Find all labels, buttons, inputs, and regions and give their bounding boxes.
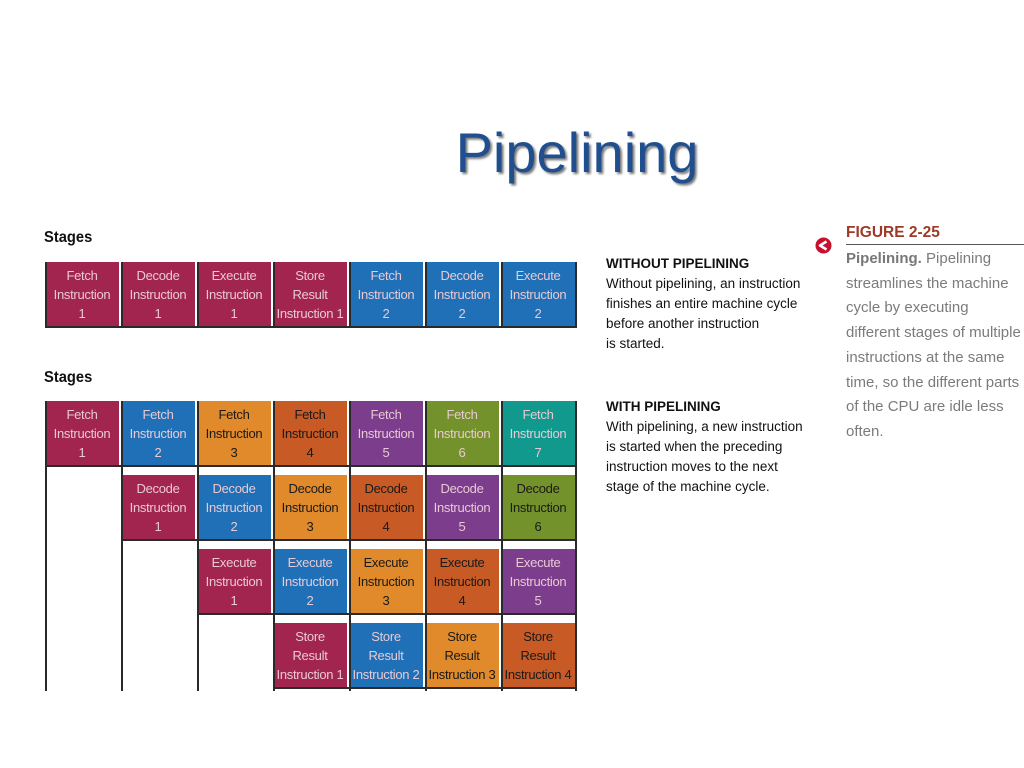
without-line: before another instruction (606, 316, 760, 331)
stage-cell: Execute Instruction 3 (349, 549, 425, 613)
with-pipelining-description (606, 397, 803, 497)
with-line: With pipelining, a new instruction (606, 419, 803, 434)
stage-cell: Decode Instruction 2 (197, 475, 273, 539)
stage-cell: Execute Instruction 2 (273, 549, 349, 613)
stages-label-with: Stages (44, 369, 93, 386)
grid-line (273, 262, 275, 328)
without-pipelining-description (606, 254, 800, 354)
without-line: is started. (606, 336, 665, 351)
stage-cell: Fetch Instruction 6 (425, 401, 501, 465)
figure-caption-text: Pipelining streamlines the machine cycle by executing different stages of multiple instructions at the same time, so the different parts of the CPU are idle less often. (846, 250, 1021, 440)
grid-line (45, 401, 47, 691)
grid-line (45, 262, 47, 328)
grid-line (501, 401, 503, 691)
without-line: Without pipelining, an instruction (606, 276, 801, 291)
grid-line (501, 262, 503, 328)
stage-cell: Decode Instruction 1 (121, 262, 197, 326)
stage-cell: Store Result Instruction 1 (273, 262, 349, 326)
stage-cell: Store Result Instruction 1 (273, 623, 349, 687)
figure-pointer-icon (815, 237, 832, 254)
grid-line (425, 401, 427, 691)
stage-cell: Execute Instruction 1 (197, 262, 273, 326)
stage-cell: Execute Instruction 2 (501, 262, 577, 326)
stage-cell: Fetch Instruction 7 (501, 401, 577, 465)
stages-label-without: Stages (44, 229, 93, 246)
stage-cell: Decode Instruction 5 (425, 475, 501, 539)
slide-title: Pipelining (455, 121, 699, 184)
stage-cell: Decode Instruction 4 (349, 475, 425, 539)
stage-cell: Fetch Instruction 2 (121, 401, 197, 465)
grid-line (425, 262, 427, 328)
stage-cell: Decode Instruction 3 (273, 475, 349, 539)
grid-line (575, 401, 577, 691)
grid-line (575, 262, 577, 328)
stage-cell: Fetch Instruction 1 (45, 401, 121, 465)
stage-cell: Fetch Instruction 4 (273, 401, 349, 465)
stage-cell: Decode Instruction 1 (121, 475, 197, 539)
figure-divider (846, 244, 1024, 245)
stage-cell: Execute Instruction 1 (197, 549, 273, 613)
stage-cell: Decode Instruction 6 (501, 475, 577, 539)
grid-line (121, 262, 123, 328)
stage-cell: Execute Instruction 5 (501, 549, 577, 613)
with-line: stage of the machine cycle. (606, 479, 770, 494)
stage-cell: Fetch Instruction 5 (349, 401, 425, 465)
figure-caption (846, 247, 1024, 445)
stage-cell: Fetch Instruction 1 (45, 262, 121, 326)
grid-line (197, 262, 199, 328)
without-line: finishes an entire machine cycle (606, 296, 798, 311)
grid-line (45, 326, 577, 328)
grid-line (349, 262, 351, 328)
stage-cell: Store Result Instruction 4 (501, 623, 577, 687)
stage-cell: Decode Instruction 2 (425, 262, 501, 326)
without-pipelining-heading: WITHOUT PIPELINING (606, 256, 750, 271)
with-line: instruction moves to the next (606, 459, 778, 474)
grid-line (121, 401, 123, 691)
with-pipelining-heading: WITH PIPELINING (606, 399, 721, 414)
stage-cell: Fetch Instruction 3 (197, 401, 273, 465)
grid-line (349, 401, 351, 691)
grid-line (197, 613, 577, 615)
grid-line (45, 465, 577, 467)
grid-line (273, 401, 275, 691)
with-line: is started when the preceding (606, 439, 783, 454)
stage-cell: Store Result Instruction 2 (349, 623, 425, 687)
stage-cell: Fetch Instruction 2 (349, 262, 425, 326)
grid-line (197, 401, 199, 691)
figure-number: FIGURE 2-25 (846, 224, 940, 241)
figure-caption-lead: Pipelining. (846, 250, 922, 267)
stage-cell: Store Result Instruction 3 (425, 623, 501, 687)
stage-cell: Execute Instruction 4 (425, 549, 501, 613)
